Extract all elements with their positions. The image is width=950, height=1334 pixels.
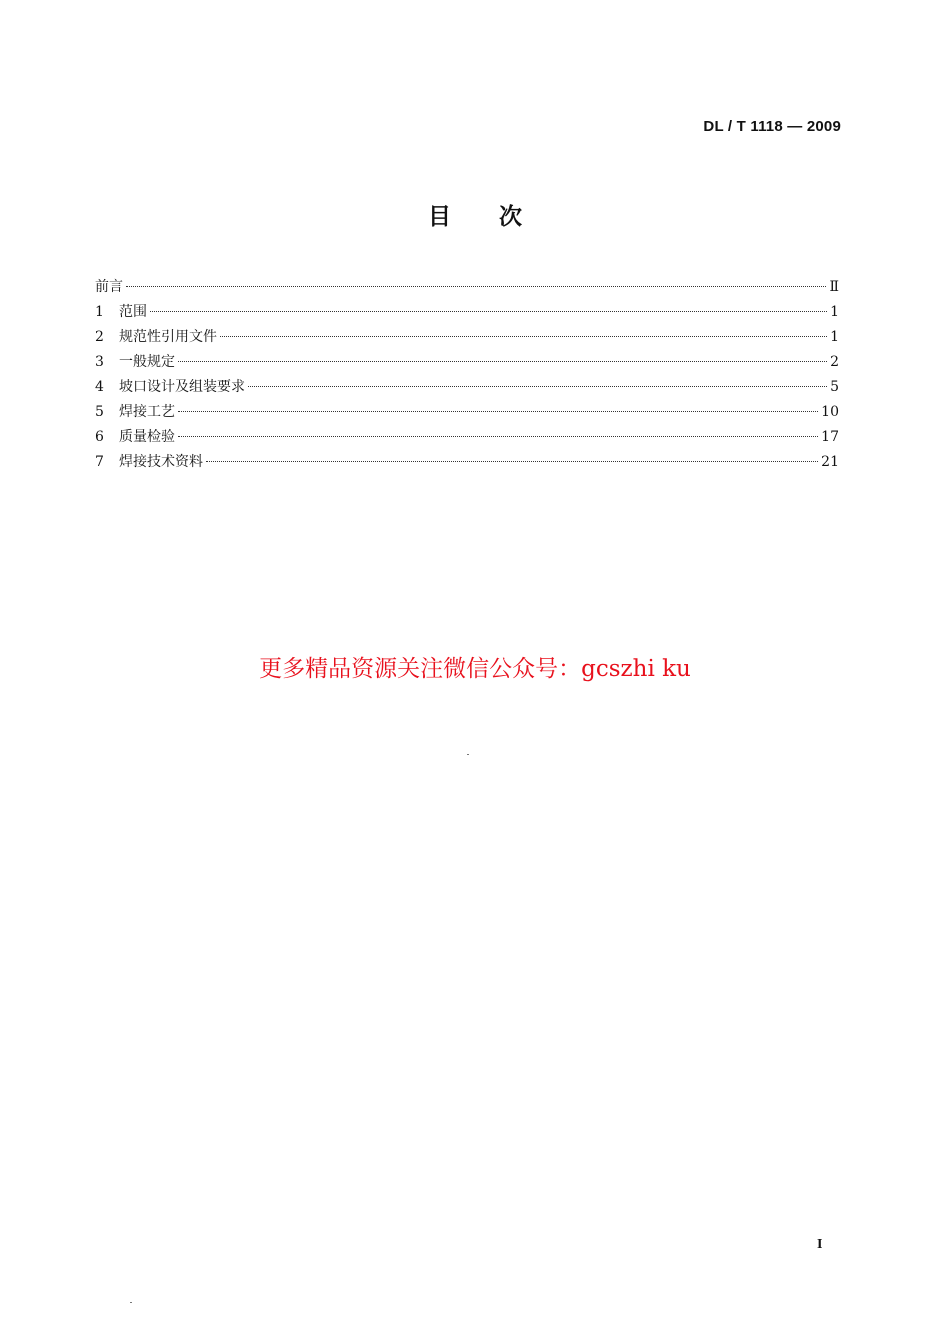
toc-dot-leader [126, 286, 826, 287]
toc-entry-title: 质量检验 [119, 429, 175, 445]
wechat-promo-text: 更多精品资源关注微信公众号：gcszhi ku [259, 656, 691, 682]
toc-entry-number: 2 [95, 329, 104, 345]
toc-entry-page: Ⅱ [829, 279, 839, 295]
scan-speck [467, 754, 469, 755]
toc-entry-title: 范围 [119, 304, 147, 320]
toc-list [95, 275, 839, 475]
toc-entry-number: 3 [95, 354, 104, 370]
toc-entry-title: 焊接技术资料 [119, 454, 203, 470]
toc-entry-5[interactable] [95, 400, 839, 425]
toc-entry-number: 1 [95, 304, 104, 320]
toc-entry-3[interactable] [95, 350, 839, 375]
toc-entry-number: 5 [95, 404, 104, 420]
toc-entry-page: 17 [821, 429, 839, 445]
toc-entry-page: 1 [830, 329, 839, 345]
toc-entry-foreword[interactable] [95, 275, 839, 300]
toc-entry-title: 一般规定 [119, 354, 175, 370]
toc-entry-title: 坡口设计及组装要求 [119, 379, 245, 395]
toc-entry-title: 规范性引用文件 [119, 329, 217, 345]
toc-entry-title: 焊接工艺 [119, 404, 175, 420]
toc-entry-6[interactable] [95, 425, 839, 450]
toc-entry-number: 7 [95, 454, 104, 470]
scan-speck [130, 1302, 132, 1303]
page-number: I [817, 1237, 823, 1252]
toc-dot-leader [178, 361, 827, 362]
toc-entry-page: 10 [821, 404, 839, 420]
standard-code: DL / T 1118 — 2009 [703, 118, 841, 135]
toc-dot-leader [248, 386, 827, 387]
toc-entry-page: 5 [830, 379, 839, 395]
toc-dot-leader [220, 336, 827, 337]
toc-dot-leader [150, 311, 827, 312]
toc-entry-4[interactable] [95, 375, 839, 400]
toc-entry-page: 1 [830, 304, 839, 320]
toc-dot-leader [178, 411, 818, 412]
toc-title: 目 次 [427, 204, 522, 230]
toc-entry-1[interactable] [95, 300, 839, 325]
toc-entry-2[interactable] [95, 325, 839, 350]
toc-entry-7[interactable] [95, 450, 839, 475]
toc-entry-page: 21 [821, 454, 839, 470]
toc-dot-leader [206, 461, 818, 462]
toc-dot-leader [178, 436, 818, 437]
toc-entry-number: 6 [95, 429, 104, 445]
toc-entry-page: 2 [830, 354, 839, 370]
toc-entry-title: 前言 [95, 279, 123, 295]
toc-entry-number: 4 [95, 379, 104, 395]
